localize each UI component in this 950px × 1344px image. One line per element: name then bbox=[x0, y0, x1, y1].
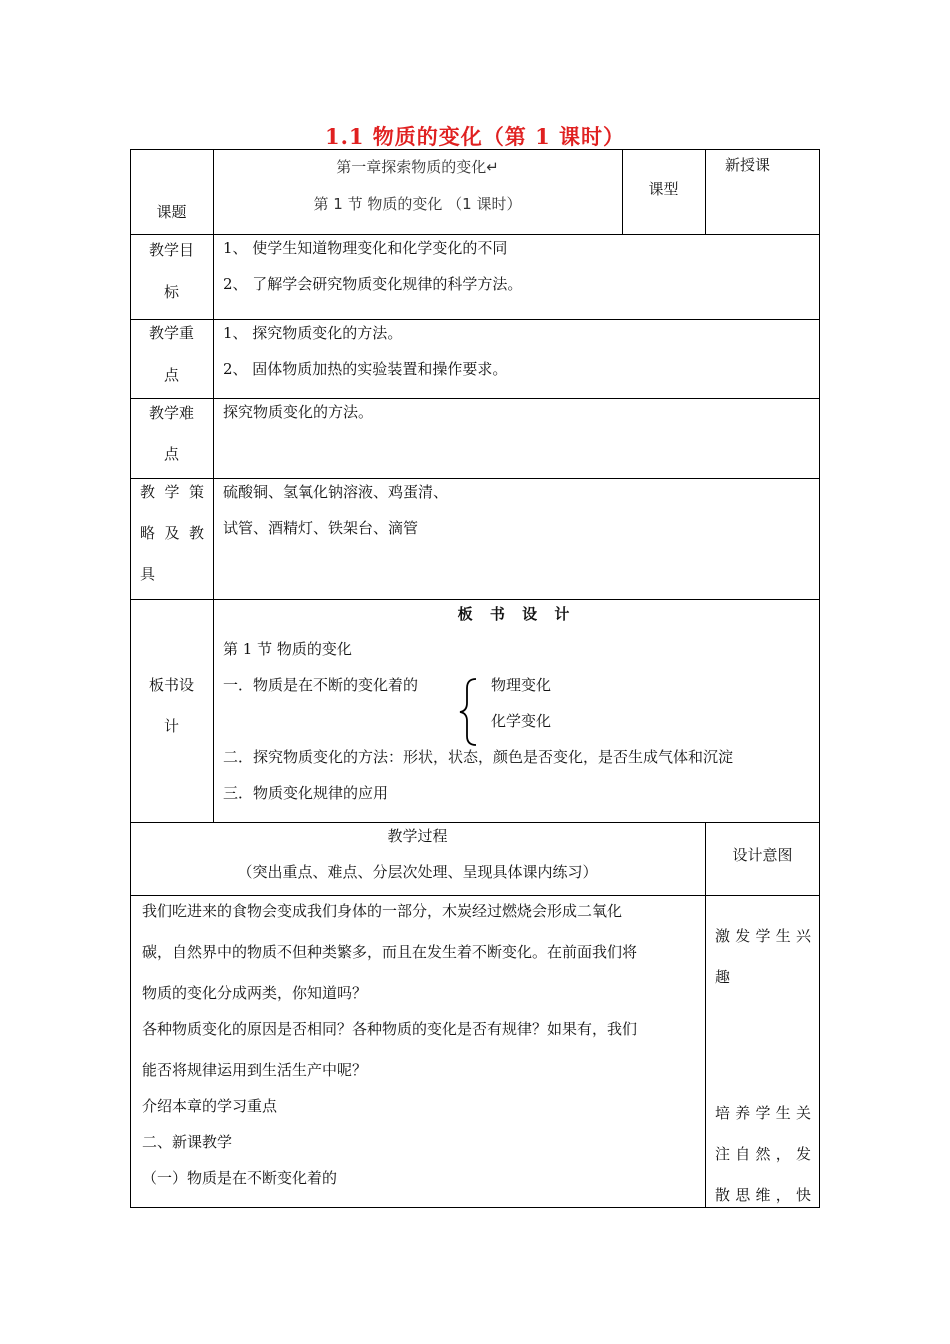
branch-physical-change: 物理变化 bbox=[491, 676, 552, 694]
board-item-3: 三．物质变化规律的应用 bbox=[223, 784, 389, 802]
intent-line: 培养学生关 bbox=[715, 1104, 811, 1122]
intent-line: 散思维，快 bbox=[715, 1186, 811, 1204]
intent-line: 注自然，发 bbox=[715, 1145, 811, 1163]
row-divider bbox=[130, 398, 820, 399]
strategy-label: 教 学 策 bbox=[140, 483, 204, 501]
difficulties-text: 探究物质变化的方法。 bbox=[223, 403, 374, 421]
lesson-type-value: 新授课 bbox=[725, 156, 771, 174]
board-heading: 板 书 设 计 bbox=[457, 605, 576, 623]
process-line: 介绍本章的学习重点 bbox=[142, 1097, 278, 1115]
strategy-label: 具 bbox=[140, 565, 156, 583]
lesson-type-label: 课型 bbox=[648, 180, 679, 198]
design-intent-label: 设计意图 bbox=[732, 846, 793, 864]
intent-line: 趣 bbox=[715, 968, 731, 986]
process-line: 二、新课教学 bbox=[142, 1133, 233, 1151]
topic-line-1: 第一章探索物质的变化↵ bbox=[336, 158, 499, 176]
curly-brace-icon bbox=[456, 676, 482, 748]
process-line: （一）物质是在不断变化着的 bbox=[142, 1169, 338, 1187]
col-divider bbox=[705, 149, 706, 234]
strategy-line: 硫酸铜、氢氧化钠溶液、鸡蛋清、 bbox=[223, 483, 449, 501]
process-line: 能否将规律运用到生活生产中呢？ bbox=[142, 1061, 368, 1079]
process-line: 物质的变化分成两类，你知道吗？ bbox=[142, 984, 368, 1002]
row-divider bbox=[130, 822, 820, 823]
col-divider bbox=[705, 822, 706, 1208]
intent-line: 激发学生兴 bbox=[715, 927, 811, 945]
row-divider bbox=[130, 319, 820, 320]
topic-label: 课题 bbox=[156, 203, 187, 221]
page-title: 1.1 物质的变化（第 1 课时） bbox=[324, 124, 626, 149]
key-point-item: 2、 固体物质加热的实验装置和操作要求。 bbox=[223, 360, 508, 378]
board-label: 计 bbox=[163, 717, 179, 735]
goal-item: 1、 使学生知道物理变化和化学变化的不同 bbox=[223, 239, 508, 257]
row-divider bbox=[130, 599, 820, 600]
row-divider bbox=[130, 478, 820, 479]
board-label: 板书设 bbox=[148, 676, 194, 694]
col-divider bbox=[213, 149, 214, 822]
board-item-1: 一．物质是在不断的变化着的 bbox=[223, 676, 419, 694]
strategy-label: 略 及 教 bbox=[140, 524, 204, 542]
goal-item: 2、 了解学会研究物质变化规律的科学方法。 bbox=[223, 275, 523, 293]
row-divider bbox=[130, 234, 820, 235]
process-line: 各种物质变化的原因是否相同？各种物质的变化是否有规律？如果有，我们 bbox=[142, 1020, 638, 1038]
difficulties-label: 教学难 bbox=[148, 404, 194, 422]
board-section: 第 1 节 物质的变化 bbox=[223, 640, 352, 658]
process-heading: 教学过程 bbox=[387, 827, 448, 845]
branch-chemical-change: 化学变化 bbox=[491, 712, 552, 730]
process-line: 碳，自然界中的物质不但种类繁多，而且在发生着不断变化。在前面我们将 bbox=[142, 943, 638, 961]
goals-label: 教学目 bbox=[148, 241, 194, 259]
strategy-line: 试管、酒精灯、铁架台、滴管 bbox=[223, 519, 419, 537]
topic-line-2: 第 1 节 物质的变化 （1 课时） bbox=[313, 195, 522, 213]
process-subheading: （突出重点、难点、分层次处理、呈现具体课内练习） bbox=[237, 863, 598, 881]
key-points-label: 教学重 bbox=[148, 324, 194, 342]
difficulties-label: 点 bbox=[163, 445, 179, 463]
board-item-2: 二．探究物质变化的方法：形状，状态，颜色是否变化，是否生成气体和沉淀 bbox=[223, 748, 734, 766]
key-point-item: 1、 探究物质变化的方法。 bbox=[223, 324, 403, 342]
key-points-label: 点 bbox=[163, 366, 179, 384]
process-line: 我们吃进来的食物会变成我们身体的一部分，木炭经过燃烧会形成二氧化 bbox=[142, 902, 623, 920]
goals-label: 标 bbox=[163, 283, 179, 301]
row-divider bbox=[130, 895, 820, 896]
